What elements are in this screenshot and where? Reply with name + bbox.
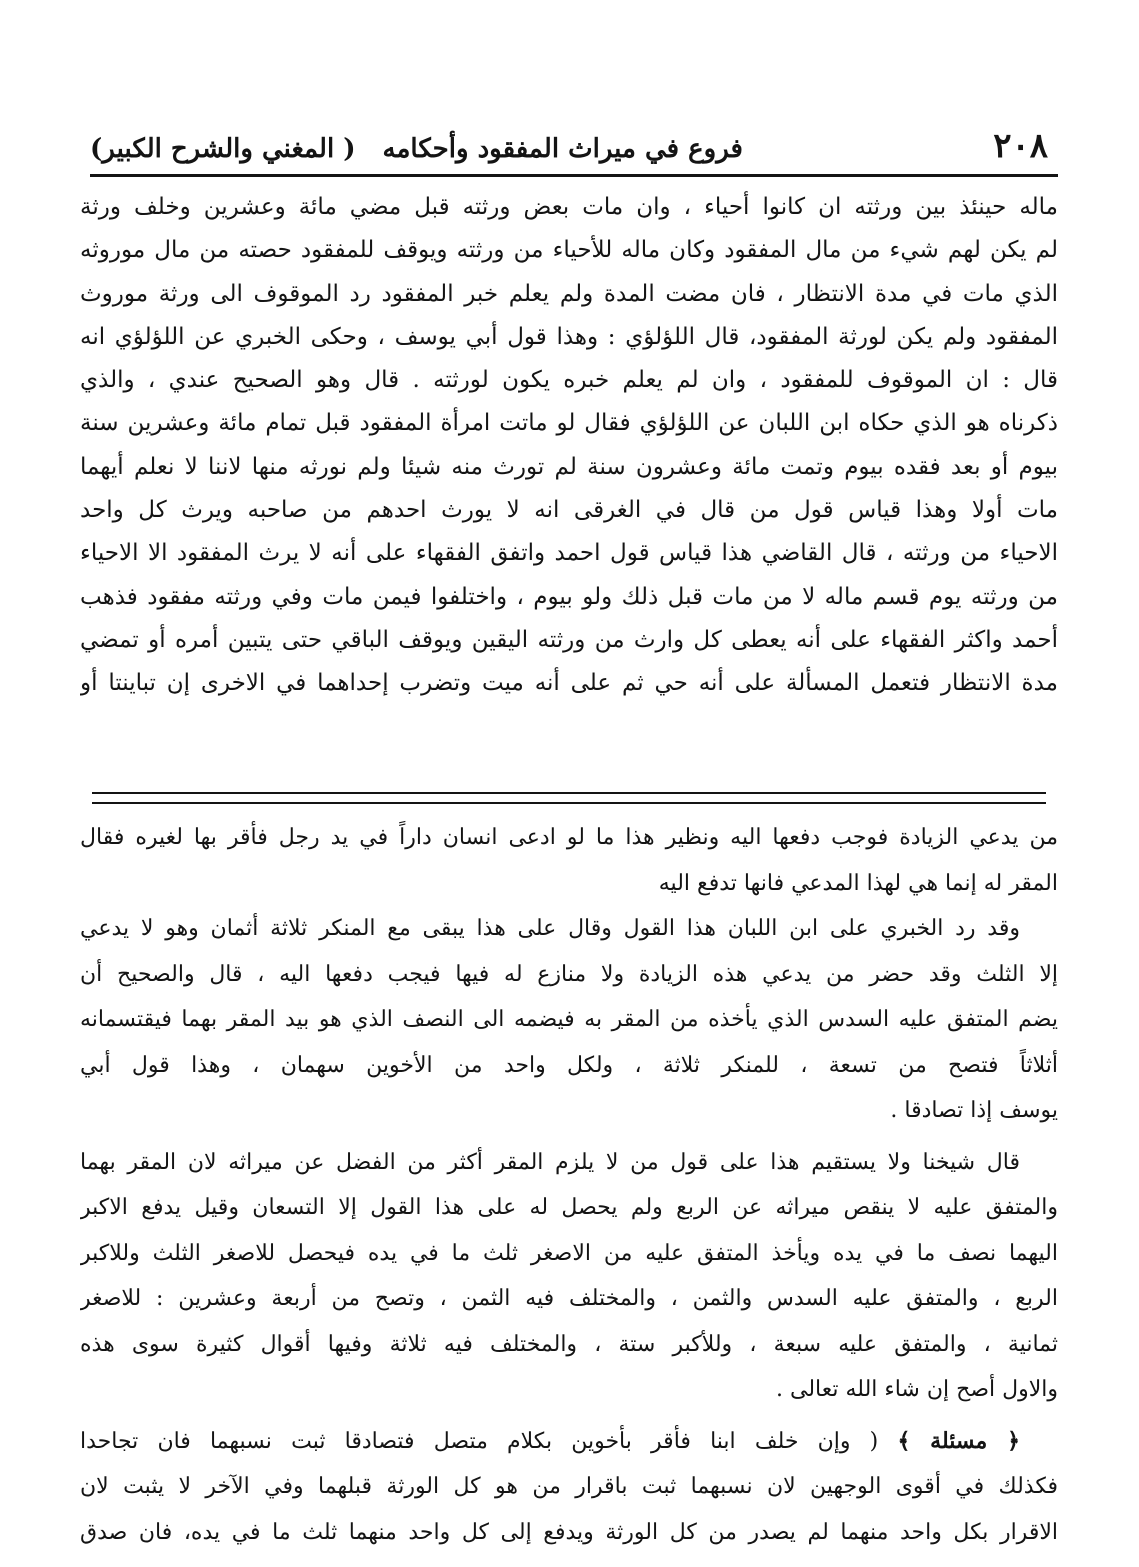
main-text-line: بيوم أو بعد فقده بيوم وتمت مائة وعشرون سنة لم تورث منه شيئا ولم نورثه منها لاننا لا نعلم أيهما <box>80 453 1058 480</box>
main-text-line: مات أولا وهذا قياس قول من قال في الغرقى انه لا يورث احدهم من صاحبه ويرث كل واحد <box>80 497 1058 524</box>
page-number: ٢٠٨ <box>993 126 1048 166</box>
book-title: ( المغني والشرح الكبير) <box>90 134 356 164</box>
main-text-line: الذي مات في مدة الانتظار ، فان مضت المدة ولم يعلم خبر المفقود رد الموقوف الى ورثة موروث <box>80 280 1058 307</box>
main-text-line: من ورثته يوم قسم ماله لا من مات قبل ذلك ولو بيوم ، واختلفوا فيمن مات وفي ورثته مفقود فذهب <box>80 583 1058 610</box>
commentary-line: الربع ، والمتفق عليه السدس والثمن ، والمختلف فيه الثمن ، وتصح من أربعة وعشرين : للاصغر <box>80 1286 1058 1311</box>
commentary-line: من يدعي الزيادة فوجب دفعها اليه ونظير هذا ما لو ادعى انسان داراً في يد رجل فأقر بها لغيره فقال <box>80 825 1058 850</box>
commentary-paragraph <box>80 906 1058 1134</box>
commentary-line: يوسف إذا تصادقا . <box>890 1098 1058 1123</box>
commentary-line: يضم المتفق عليه السدس الذي يأخذه من المقر به فيضمه الى النصف الذي هو بيد المقر بهما فيقتسمانه <box>80 1007 1058 1032</box>
masala-text: ( وإن خلف ابنا فأقر بأخوين بكلام متصل فتصادقا ثبت نسبهما فان تجاحدا <box>80 1428 879 1454</box>
commentary-text <box>80 815 1058 1555</box>
chapter-title: فروع في ميراث المفقود وأحكامه <box>382 134 743 164</box>
commentary-paragraph <box>80 1140 1058 1413</box>
commentary-line: قال شيخنا ولا يستقيم هذا على قول من لا يلزم المقر أكثر من الفضل عن ميراثه لان المقر بهما <box>80 1149 1020 1175</box>
masala-marker: ﴿ مسئلة ﴾ <box>897 1427 1020 1454</box>
section-divider <box>92 792 1046 804</box>
commentary-line: ثمانية ، والمتفق عليه سبعة ، وللأكبر ستة ، والمختلف فيه ثلاثة وفيها أقوال كثيرة سوى هذه <box>80 1331 1058 1357</box>
commentary-line: والاول أصح إن شاء الله تعالى . <box>776 1377 1058 1402</box>
commentary-line: أثلاثاً فتصح من تسعة ، للمنكر ثلاثة ، ولكل واحد من الأخوين سهمان ، وهذا قول أبي <box>80 1052 1058 1078</box>
commentary-line: المقر له إنما هي لهذا المدعي فانها تدفع اليه <box>658 870 1058 896</box>
main-text-line: ذكرناه هو الذي حكاه ابن اللبان عن اللؤلؤي فقال لو ماتت امرأة المفقود قبل تمام مائة وعشرين سنة <box>80 410 1058 437</box>
main-text-line: قال : ان الموقوف للمفقود ، وان لم يعلم خبره يكون لورثته . قال وهو الصحيح عندي ، والذي <box>80 367 1058 394</box>
main-text-line: الاحياء من ورثته ، قال القاضي هذا قياس قول احمد واتفق الفقهاء على أنه لا يرث المفقود الا الاحياء <box>80 540 1058 567</box>
commentary-paragraph <box>80 815 1058 906</box>
commentary-line: فكذلك في أقوى الوجهين لان نسبهما ثبت باقرار من هو كل الورثة قبلهما وفي الآخر لا يثبت لان <box>80 1474 1058 1499</box>
main-text-line: لم يكن لهم شيء من مال المفقود وكان ماله للأحياء من ورثته ويوقف للمفقود حصته من مال موروثه <box>80 237 1058 264</box>
commentary-line: اليهما نصف ما في يده ويأخذ المتفق عليه من الاصغر ثلث ما في يده فيحصل للاصغر الثلث وللاكبر <box>80 1240 1058 1266</box>
document-page <box>80 120 1058 1545</box>
commentary-line: والمتفق عليه لا ينقص ميراثه عن الربع ولم يحصل له على هذا القول إلا التسعان وقيل يدفع الاكبر <box>80 1195 1058 1220</box>
commentary-line <box>80 1419 1058 1465</box>
main-text-line: أحمد واكثر الفقهاء على أنه يعطى كل وارث من ورثته اليقين ويوقف الباقي حتى يتبين أمره أو تمضي <box>80 626 1058 653</box>
main-text <box>80 186 1058 706</box>
main-text-line: مدة الانتظار فتعمل المسألة على أنه حي ثم على أنه ميت وتضرب إحداهما في الاخرى إن تباينتا أو <box>80 670 1058 697</box>
page-header <box>80 120 1058 170</box>
commentary-line: إلا الثلث وقد حضر من يدعي هذه الزيادة ولا منازع له فيها فيجب دفعها اليه ، قال والصحيح أن <box>80 961 1058 987</box>
commentary-line: الاقرار بكل واحد منهما لم يصدر من كل الورثة ويدفع إلى كل واحد منهما ثلث ما في يده، فان صدق <box>80 1519 1058 1545</box>
header-rule <box>90 174 1058 177</box>
main-text-line: ماله حينئذ بين ورثته ان كانوا أحياء ، وان مات بعض ورثته قبل مضي مائة وعشرين وخلف ورثة <box>80 194 1058 220</box>
main-text-line: المفقود ولم يكن لورثة المفقود، قال اللؤلؤي : وهذا قول أبي يوسف ، وحكى الخبري عن اللؤلؤي انه <box>80 323 1058 350</box>
masala-paragraph <box>80 1419 1058 1556</box>
commentary-line: وقد رد الخبري على ابن اللبان هذا القول وقال على هذا يبقى مع المنكر ثلاثة أثمان وهو لا يدعي <box>80 916 1020 941</box>
